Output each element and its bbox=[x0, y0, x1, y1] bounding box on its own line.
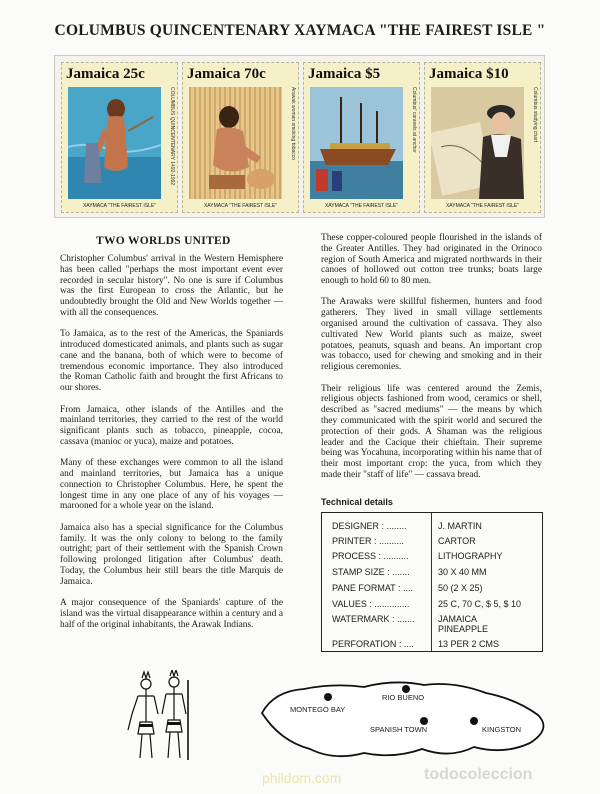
stamp-denomination: Jamaica 70c bbox=[187, 66, 266, 82]
row-label: PERFORATION : .... bbox=[332, 639, 414, 649]
section-heading: TWO WORLDS UNITED bbox=[96, 235, 231, 247]
paragraph: To Jamaica, as to the rest of the Americas, the Spaniards introduced domesticated animals, and plants such as sugar cane and the banana, both of which were to become of tremendous economic importance. They also introduced the Roman Catholic faith and brought the first Africans to our shores. bbox=[60, 329, 283, 394]
row-value: 50 (2 X 25) bbox=[438, 583, 483, 593]
row-label: VALUES : .............. bbox=[332, 599, 410, 609]
row-label: WATERMARK : ....... bbox=[332, 614, 415, 624]
row-value: 13 PER 2 CMS bbox=[438, 639, 500, 649]
stamp-5-dollar[interactable] bbox=[303, 62, 420, 213]
left-column bbox=[60, 254, 283, 641]
row-value: JAMAICA PINEAPPLE bbox=[438, 614, 489, 634]
stamp-side-text: Arawak woman smoking tobacco bbox=[290, 87, 296, 161]
montego-bay-marker bbox=[324, 693, 332, 701]
paragraph: Christopher Columbus' arrival in the Western Hemisphere has been called "perhaps the most important event ever recorded in secular history". No one is sure if Columbus was the first European to cross the Atlantic, but he undoubtedly brought the Old and New Worlds together — with all the consequences. bbox=[60, 254, 283, 318]
stamp-image-arawak-woman bbox=[189, 87, 282, 199]
map-label-montego-bay: MONTEGO BAY bbox=[290, 705, 346, 714]
stamp-side-text: COLUMBUS QUINCENTENARY 1492-1992 bbox=[169, 87, 175, 186]
paragraph: The Arawaks were skillful fishermen, hunters and food gatherers. They lived in small village settlements organised around the cultivation of cassava. They also cultivated New World plants such as maize, sweet potatoes, peanuts, squash and beans. An important crop was tobacco, used for chewing and smoking and in their religious ceremonies. bbox=[321, 297, 542, 373]
stamp-caption: XAYMACA "THE FAIREST ISLE" bbox=[445, 203, 520, 209]
row-label: PROCESS : .......... bbox=[332, 551, 409, 561]
stamp-caption: XAYMACA "THE FAIREST ISLE" bbox=[82, 203, 157, 209]
rio-bueno-marker bbox=[402, 685, 410, 693]
paragraph: Jamaica also has a special significance for the Columbus family. It was the only colony to belong to the family outright; part of their settlement with the Spanish Crown following prolonged litigation after Columbus' death. Today, the Columbus heir still bears the title Marquis de Jamaica. bbox=[60, 522, 283, 587]
spanish-town-marker bbox=[420, 717, 428, 725]
stamp-image-caravels bbox=[310, 87, 403, 199]
stamp-image-arawak-fisherman bbox=[68, 87, 161, 199]
paragraph: Many of these exchanges were common to all the island and mainland territories, but Jamaica has a unique connection to Christopher Columbus. Here, he spent the longest time in any one place of any of his voyages — marooned for a whole year on the island. bbox=[60, 458, 283, 512]
row-value: 30 X 40 MM bbox=[438, 567, 487, 577]
stamp-denomination: Jamaica 25c bbox=[66, 66, 145, 82]
stamp-strip bbox=[54, 55, 545, 218]
technical-details-heading: Technical details bbox=[321, 497, 393, 507]
technical-details-table bbox=[321, 512, 543, 652]
row-value: CARTOR bbox=[438, 536, 476, 546]
map-label-spanish-town: SPANISH TOWN bbox=[370, 725, 428, 734]
stamp-caption: XAYMACA "THE FAIREST ISLE" bbox=[324, 203, 399, 209]
paragraph: Their religious life was centered around the Zemis, religious objects fashioned from wood, ceramics or shell, described as "sacred mediums" — the means by which they communicated with the spirit world and secured the protection of their gods. A Shaman was the religious leader and the Cacique their chieftain. Their supreme being was Yocahuna, incorporating within his name that of their most important crop: the yuca, from which they made their "staff of life" — cassava bread. bbox=[321, 383, 542, 480]
row-label: PANE FORMAT : .... bbox=[332, 583, 414, 593]
kingston-marker bbox=[470, 717, 478, 725]
paragraph: These copper-coloured people flourished in the islands of the Greater Antilles. They had originated in the Orinoco region of South America and migrated northwards in their canoes of hollowed out cotton tree trunks; boats large enough to hold 60 to 80 men. bbox=[321, 233, 542, 287]
row-value: LITHOGRAPHY bbox=[438, 551, 503, 561]
stamp-70c[interactable] bbox=[182, 62, 299, 213]
stamp-side-text: Columbus' caravels at anchor bbox=[411, 87, 417, 153]
paragraph: From Jamaica, other islands of the Antilles and the mainland territories, they carried to the rest of the world significant plants such as tobacco, pineapple, cocoa, cassava (manioc or yuca), maize and potatoes. bbox=[60, 404, 283, 447]
stamp-10-dollar[interactable] bbox=[424, 62, 541, 213]
sheet-title: COLUMBUS QUINCENTENARY XAYMACA "THE FAIREST ISLE " bbox=[54, 22, 546, 39]
arawak-figures-illustration bbox=[124, 670, 196, 762]
watermark-phildom: phildom.com bbox=[262, 770, 342, 786]
stamp-denomination: Jamaica $5 bbox=[308, 66, 381, 82]
row-label: DESIGNER : ........ bbox=[332, 521, 407, 531]
watermark-todocoleccion: todocoleccion bbox=[424, 766, 533, 783]
stamp-image-columbus-chart bbox=[431, 87, 524, 199]
row-label: PRINTER : .......... bbox=[332, 536, 405, 546]
row-value: 25 C, 70 C, $ 5, $ 10 bbox=[438, 599, 522, 609]
stamp-side-text: Columbus studying chart bbox=[532, 87, 538, 143]
paragraph: A major consequence of the Spaniards' capture of the island was the virtual disappearance within a century and a half of the original inhabitants, the Arawak Indians. bbox=[60, 598, 283, 630]
stamp-caption: XAYMACA "THE FAIREST ISLE" bbox=[203, 203, 278, 209]
row-value: J. MARTIN bbox=[438, 521, 482, 531]
right-column bbox=[321, 233, 542, 491]
row-label: STAMP SIZE : ....... bbox=[332, 567, 410, 577]
jamaica-map bbox=[254, 663, 554, 771]
table-divider bbox=[431, 513, 432, 651]
map-label-kingston: KINGSTON bbox=[482, 725, 522, 734]
stamp-25c[interactable] bbox=[61, 62, 178, 213]
map-label-rio-bueno: RIO BUENO bbox=[382, 693, 425, 702]
stamp-denomination: Jamaica $10 bbox=[429, 66, 509, 82]
